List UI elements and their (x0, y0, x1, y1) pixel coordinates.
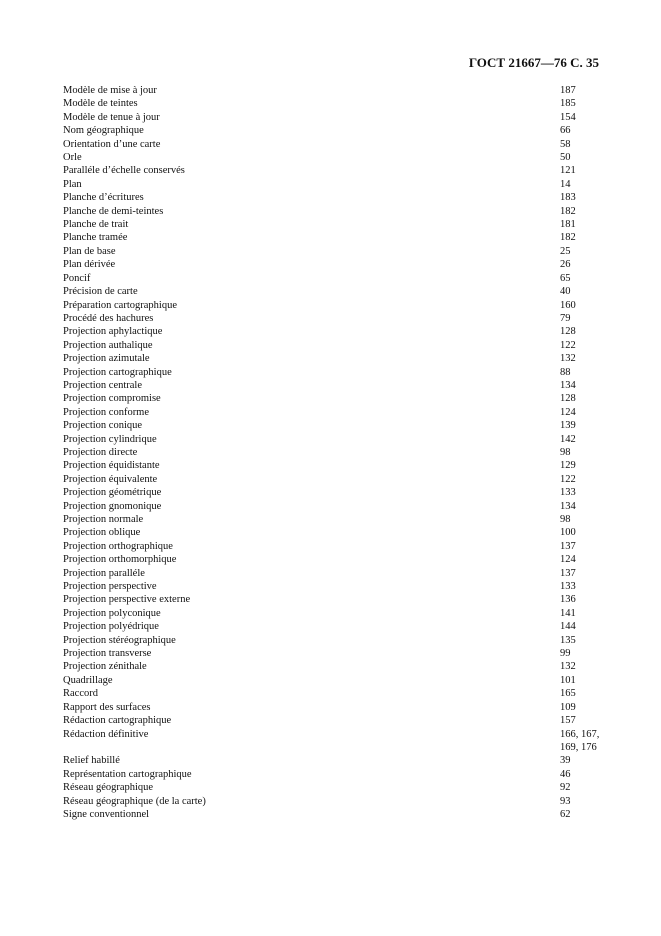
entry-page: 157 (560, 715, 576, 727)
entry-term: Projection paralléle (63, 567, 145, 579)
index-entry (63, 419, 623, 432)
entry-term: Projection conforme (63, 406, 150, 418)
entry-term: Projection orthographique (63, 540, 173, 552)
entry-term: Procédé des hachures (63, 312, 154, 324)
index-entry (63, 366, 623, 379)
entry-term: Projection perspective (63, 581, 157, 593)
entry-page: 65 (560, 272, 571, 284)
entry-page: 141 (560, 607, 576, 619)
index-entry (63, 245, 623, 258)
index-entry (63, 352, 623, 365)
index-entry (63, 231, 623, 244)
index-entry (63, 433, 623, 446)
entry-term: Projection azimutale (63, 353, 150, 365)
index-entry (63, 513, 623, 526)
entry-term: Réseau géographique (de la carte) (63, 795, 206, 807)
entry-page: 93 (560, 795, 571, 807)
index-entry (63, 205, 623, 218)
entry-page: 98 (560, 446, 571, 458)
entry-page: 137 (560, 567, 576, 579)
entry-page: 182 (560, 232, 576, 244)
entry-page: 132 (560, 661, 576, 673)
entry-term: Projection compromise (63, 393, 161, 405)
entry-term: Projection oblique (63, 527, 141, 539)
index-entry (63, 218, 623, 231)
entry-page: 66 (560, 125, 571, 137)
entry-term: Projection directe (63, 446, 138, 458)
entry-term: Projection zénithale (63, 661, 147, 673)
entry-term: Plan (63, 178, 82, 190)
entry-page: 88 (560, 366, 571, 378)
entry-term: Paralléle d’échelle conservés (63, 165, 185, 177)
entry-page: 124 (560, 554, 576, 566)
entry-term: Raccord (63, 688, 98, 700)
index-entry (63, 299, 623, 312)
entry-page: 121 (560, 165, 576, 177)
index-entry (63, 392, 623, 405)
entry-page: 142 (560, 433, 576, 445)
entry-page: 92 (560, 782, 571, 794)
entry-page: 134 (560, 379, 576, 391)
index-entry (63, 111, 623, 124)
entry-term: Poncif (63, 272, 91, 284)
entry-page: 25 (560, 245, 571, 257)
entry-page: 128 (560, 326, 576, 338)
entry-term: Modèle de mise à jour (63, 85, 157, 96)
entry-term: Projection stéréographique (63, 634, 176, 646)
index-entry (63, 768, 623, 781)
index-entry (63, 781, 623, 794)
index-entry (63, 312, 623, 325)
entry-term: Projection orthomorphique (63, 554, 177, 566)
entry-page: 122 (560, 339, 576, 351)
entry-page: 182 (560, 205, 576, 217)
index-entry (63, 553, 623, 566)
entry-term: Modèle de tenue à jour (63, 111, 160, 123)
entry-page: 128 (560, 393, 576, 405)
entry-term: Préparation cartographique (63, 299, 177, 311)
entry-page: 133 (560, 581, 576, 593)
entry-page: 183 (560, 192, 576, 204)
entry-page: 79 (560, 312, 571, 324)
entry-term: Projection cartographique (63, 366, 172, 378)
index-entry (63, 379, 623, 392)
entry-page: 135 (560, 634, 576, 646)
index-entry (63, 191, 623, 204)
index-entry (63, 325, 623, 338)
entry-page: 109 (560, 701, 576, 713)
index-entry (63, 660, 623, 673)
entry-term: Planche tramée (63, 232, 128, 244)
index-entry (63, 714, 623, 727)
entry-term: Orle (63, 152, 82, 164)
index-entry (63, 593, 623, 606)
entry-term: Projection transverse (63, 648, 152, 660)
index-list (63, 84, 623, 821)
entry-term: Projection équivalente (63, 473, 158, 485)
entry-term: Projection gnomonique (63, 500, 162, 512)
index-entry (63, 580, 623, 593)
entry-page: 181 (560, 219, 576, 231)
entry-page: 133 (560, 487, 576, 499)
entry-page: 165 (560, 688, 576, 700)
index-entry (63, 486, 623, 499)
index-entry (63, 607, 623, 620)
index-entry (63, 634, 623, 647)
entry-term: Planche de trait (63, 219, 129, 231)
index-entry (63, 500, 623, 513)
entry-page: 14 (560, 178, 571, 190)
entry-term: Représentation cartographique (63, 768, 192, 780)
entry-term: Réseau géographique (63, 782, 154, 794)
entry-term: Projection aphylactique (63, 326, 163, 338)
entry-page: 132 (560, 353, 576, 365)
index-entry (63, 151, 623, 164)
index-entry (63, 567, 623, 580)
entry-page: 100 (560, 527, 576, 539)
entry-page: 154 (560, 111, 576, 123)
entry-page: 134 (560, 500, 576, 512)
entry-page: 129 (560, 460, 576, 472)
entry-term: Rapport des surfaces (63, 701, 151, 713)
entry-term: Projection cylindrique (63, 433, 157, 445)
page-header: ГОСТ 21667—76 С. 35 (468, 55, 599, 70)
entry-term: Projection polyconique (63, 607, 161, 619)
entry-page: 39 (560, 755, 571, 767)
index-entry (63, 701, 623, 714)
entry-page: 122 (560, 473, 576, 485)
index-entry (63, 84, 623, 97)
index-entry (63, 808, 623, 821)
entry-term: Signe conventionnel (63, 808, 150, 820)
entry-page: 187 (560, 85, 576, 96)
entry-term: Orientation d’une carte (63, 138, 161, 150)
entry-term: Projection polyédrique (63, 621, 159, 633)
index-entry (63, 754, 623, 767)
entry-term: Plan dérivée (63, 259, 116, 271)
index-entry (63, 339, 623, 352)
index-entry (63, 124, 623, 137)
entry-page: 166, 167, 169, 176 (560, 728, 600, 753)
entry-term: Projection authalique (63, 339, 153, 351)
entry-page: 46 (560, 768, 571, 780)
entry-page: 144 (560, 621, 576, 633)
entry-term: Plan de base (63, 245, 116, 257)
index-entry (63, 258, 623, 271)
entry-term: Projection perspective externe (63, 594, 191, 606)
index-entry (63, 674, 623, 687)
entry-term: Rédaction définitive (63, 728, 149, 740)
entry-term: Modèle de teintes (63, 98, 138, 110)
index-entry (63, 647, 623, 660)
entry-page: 62 (560, 808, 571, 820)
index-entry (63, 473, 623, 486)
index-entry (63, 728, 623, 755)
entry-term: Quadrillage (63, 674, 113, 686)
entry-term: Projection centrale (63, 379, 143, 391)
index-entry (63, 178, 623, 191)
entry-term: Relief habillé (63, 755, 120, 767)
index-entry (63, 97, 623, 110)
entry-term: Planche de demi-teintes (63, 205, 164, 217)
index-entry (63, 272, 623, 285)
index-entry (63, 795, 623, 808)
entry-page: 58 (560, 138, 571, 150)
entry-term: Nom géographique (63, 125, 144, 137)
entry-page: 139 (560, 420, 576, 432)
index-entry (63, 540, 623, 553)
entry-term: Projection conique (63, 420, 143, 432)
entry-page: 124 (560, 406, 576, 418)
entry-page: 98 (560, 514, 571, 525)
entry-page: 40 (560, 286, 571, 298)
entry-page: 101 (560, 674, 576, 686)
entry-page: 99 (560, 648, 571, 660)
entry-page: 137 (560, 540, 576, 552)
index-entry (63, 446, 623, 459)
entry-term: Projection géométrique (63, 487, 162, 499)
entry-page: 136 (560, 594, 576, 606)
entry-term: Rédaction cartographique (63, 715, 172, 727)
entry-term: Projection normale (63, 514, 144, 525)
entry-term: Projection équidistante (63, 460, 160, 472)
entry-term: Planche d’écritures (63, 192, 144, 204)
index-entry (63, 285, 623, 298)
index-entry (63, 406, 623, 419)
index-entry (63, 526, 623, 539)
entry-page: 50 (560, 152, 571, 164)
entry-page: 26 (560, 259, 571, 271)
index-entry (63, 164, 623, 177)
entry-page: 160 (560, 299, 576, 311)
index-entry (63, 687, 623, 700)
entry-term: Précision de carte (63, 286, 138, 298)
index-entry (63, 138, 623, 151)
index-entry (63, 459, 623, 472)
entry-page: 185 (560, 98, 576, 110)
index-entry (63, 620, 623, 633)
